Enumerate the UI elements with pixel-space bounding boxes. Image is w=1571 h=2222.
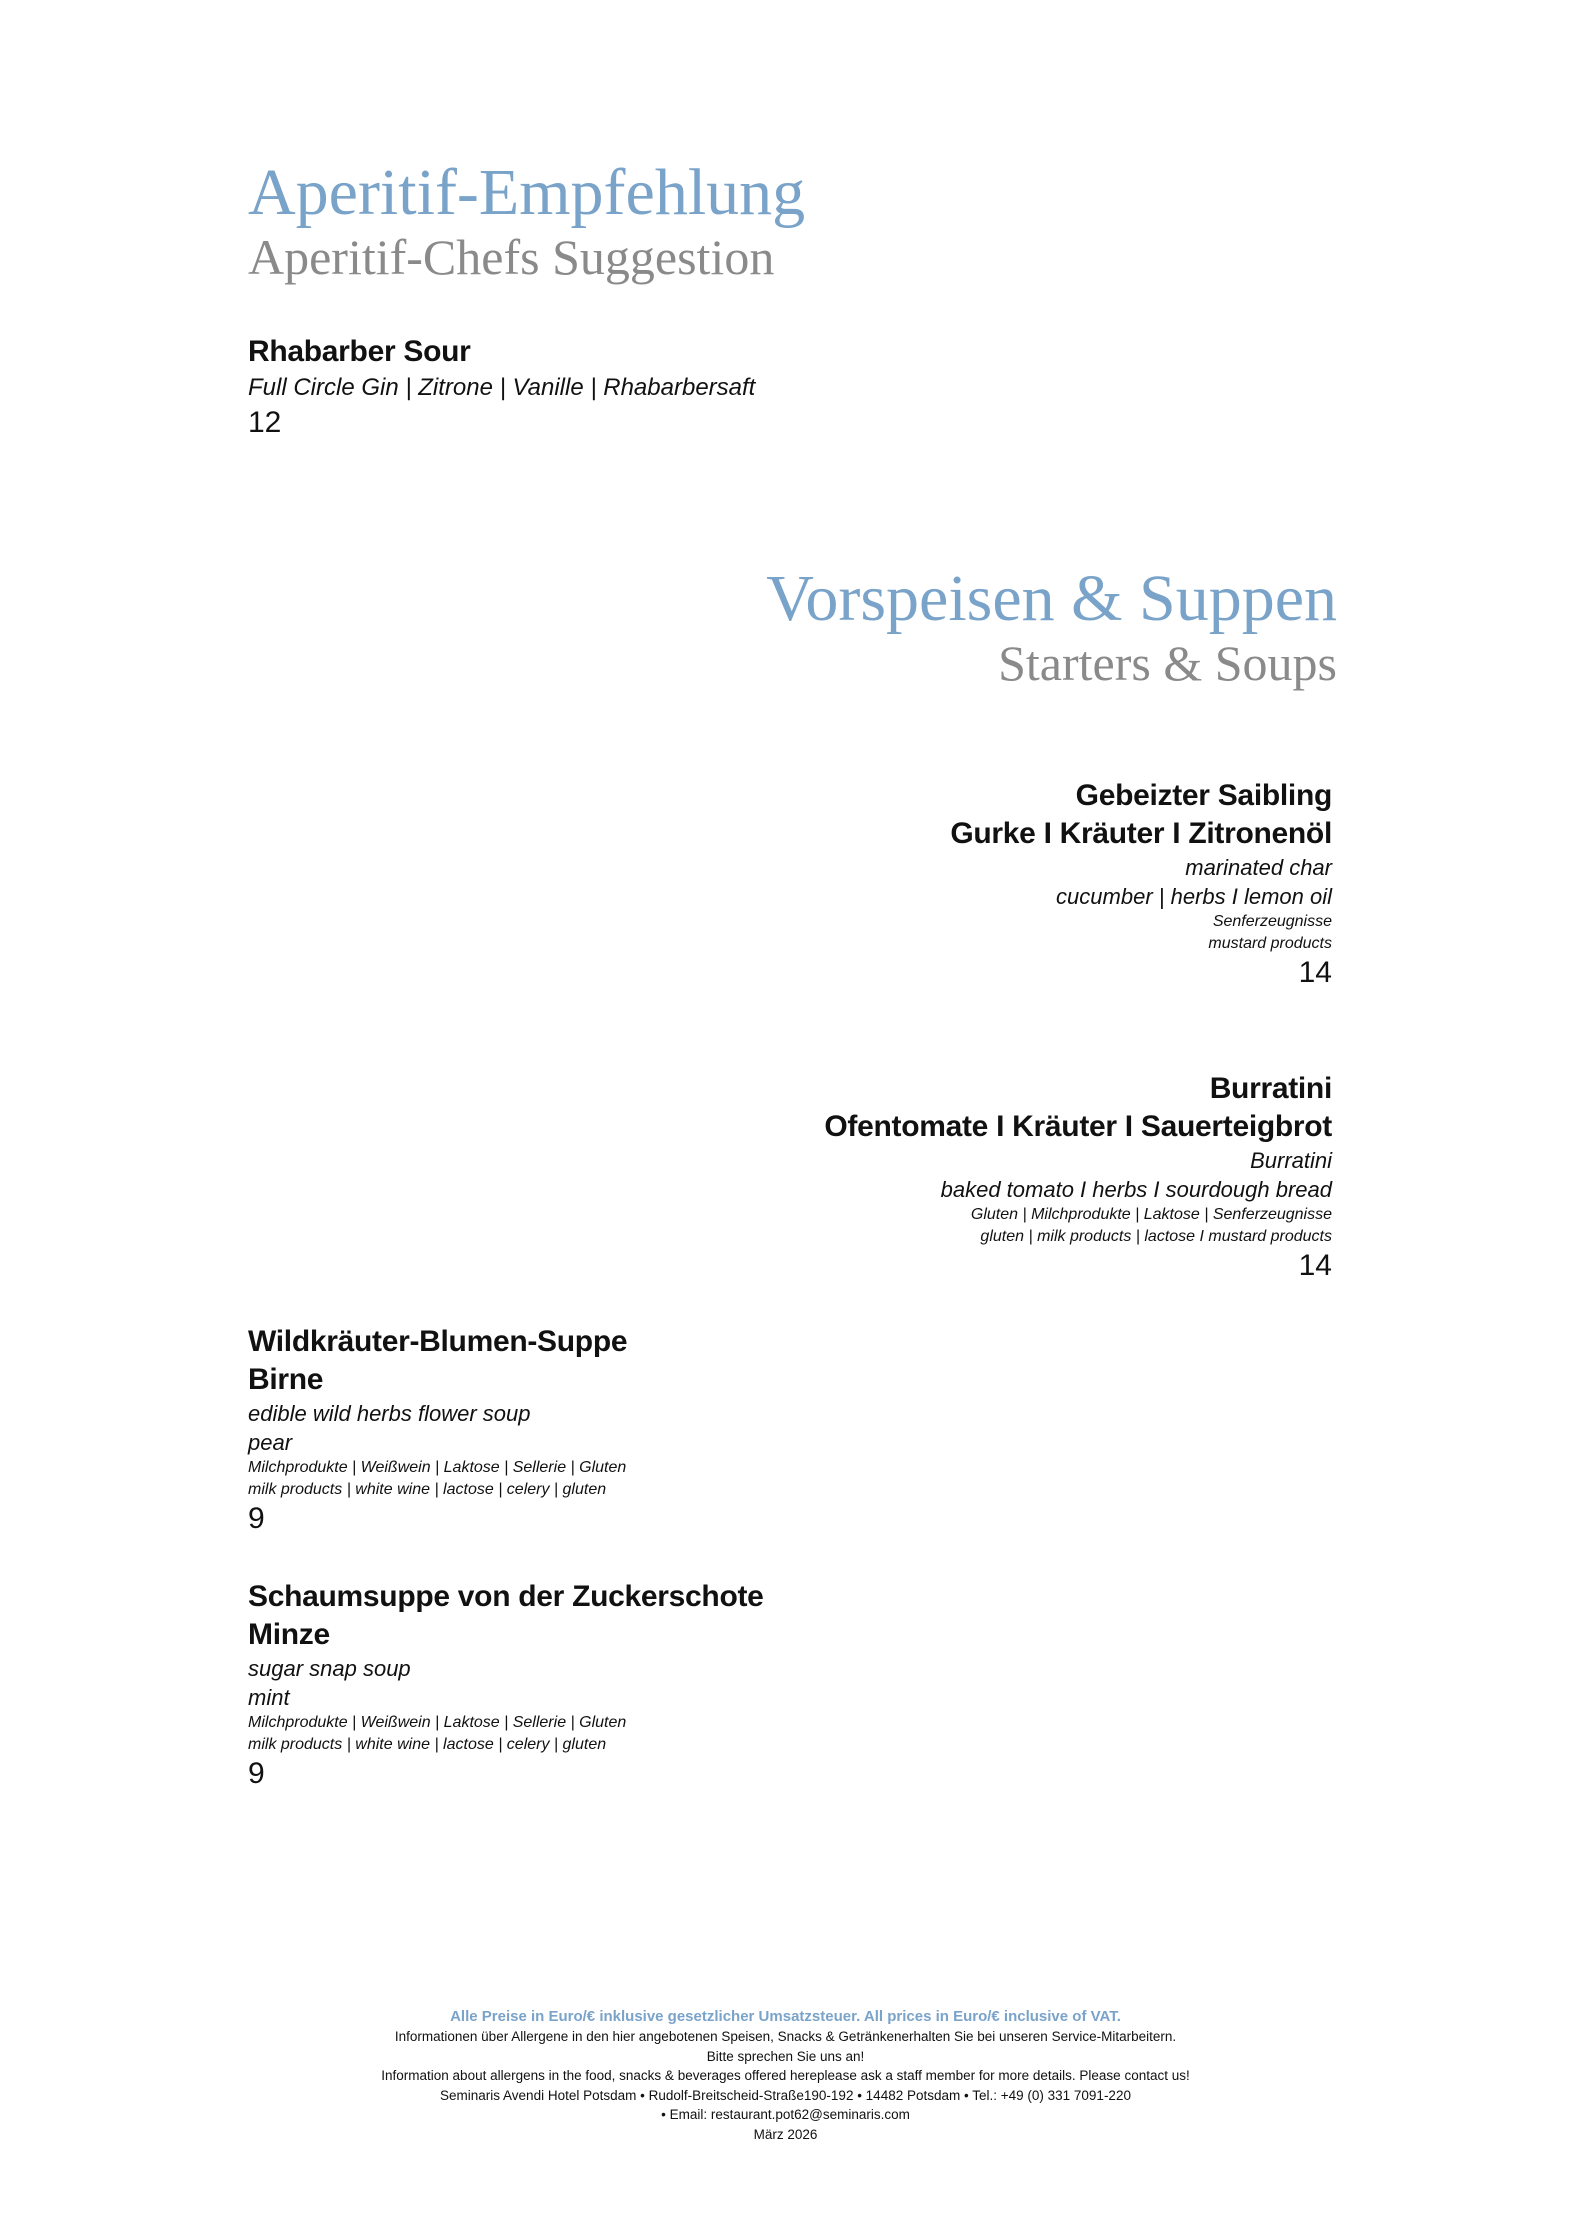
dish-burratini — [824, 1070, 1332, 1284]
dish-price: 9 — [248, 1502, 265, 1535]
aperitif-title: Aperitif-Empfehlung — [248, 156, 806, 229]
dish-allergens-en: milk products | white wine | lactose | celery | gluten — [248, 1481, 607, 1498]
dish-gebeizter-saibling — [950, 777, 1332, 991]
starters-subtitle: Starters & Soups — [998, 635, 1337, 691]
aperitif-subtitle: Aperitif-Chefs Suggestion — [248, 229, 775, 285]
footer-vat-note: Alle Preise in Euro/€ inklusive gesetzlicher Umsatzsteuer. All prices in Euro/€ inclusive of VAT. — [450, 2008, 1121, 2025]
dish-en-name: Burratini — [1250, 1148, 1332, 1173]
dish-en-detail: baked tomato I herbs I sourdough bread — [940, 1177, 1332, 1202]
dish-name: Wildkräuter-Blumen-Suppe — [248, 1325, 628, 1358]
aperitif-heading — [248, 156, 806, 285]
dish-name-detail: Ofentomate I Kräuter I Sauerteigbrot — [824, 1110, 1332, 1143]
dish-price: 9 — [248, 1757, 265, 1790]
dish-allergens-de: Senferzeugnisse — [1212, 913, 1332, 930]
footer-allergen-info-de: Informationen über Allergene in den hier angebotenen Speisen, Snacks & Getränkenerhalten Sie bei unseren Service-Mitarbeitern. — [394, 2029, 1177, 2044]
footer-address: Seminaris Avendi Hotel Potsdam • Rudolf-Breitscheid-Straße190-192 • 14482 Potsdam • Tel.: +49 (0) 331 7091-220 — [440, 2087, 1131, 2103]
footer-date: März 2026 — [753, 2126, 818, 2142]
footer-email: • Email: restaurant.pot62@seminaris.com — [661, 2107, 910, 2122]
dish-name: Gebeizter Saibling — [1075, 779, 1332, 812]
dish-en-name: sugar snap soup — [248, 1656, 411, 1681]
footer-contact-request: Bitte sprechen Sie uns an! — [706, 2048, 865, 2064]
dish-allergens-en: gluten | milk products | lactose I mustard products — [980, 1228, 1332, 1245]
footer-allergen-info-en: Information about allergens in the food, snacks & beverages offered hereplease ask a staff member for more details. Please contact us! — [381, 2068, 1190, 2083]
page-footer — [0, 2006, 1571, 2144]
dish-schaumsuppe — [248, 1578, 764, 1792]
dish-description: Full Circle Gin | Zitrone | Vanille | Rhabarbersaft — [248, 374, 756, 401]
dish-price: 14 — [1298, 956, 1332, 989]
dish-en-name: edible wild herbs flower soup — [248, 1401, 531, 1426]
dish-en-detail: pear — [248, 1430, 293, 1455]
dish-en-detail: mint — [248, 1685, 290, 1710]
dish-name-detail: Gurke I Kräuter I Zitronenöl — [950, 817, 1332, 850]
dish-allergens-de: Milchprodukte | Weißwein | Laktose | Sellerie | Gluten — [248, 1459, 627, 1476]
starters-heading — [766, 562, 1337, 691]
dish-price: 14 — [1298, 1249, 1332, 1282]
dish-allergens-en: mustard products — [1208, 935, 1332, 952]
dish-en-name: marinated char — [1185, 855, 1332, 880]
starters-title: Vorspeisen & Suppen — [766, 562, 1337, 635]
dish-wildkraeuter-suppe — [248, 1323, 627, 1537]
dish-price: 12 — [248, 406, 282, 439]
aperitif-dish — [248, 333, 755, 441]
dish-name: Burratini — [1209, 1072, 1332, 1105]
dish-name: Rhabarber Sour — [248, 335, 471, 368]
dish-allergens-de: Gluten | Milchprodukte | Laktose | Senferzeugnisse — [970, 1206, 1332, 1223]
dish-en-detail: cucumber | herbs I lemon oil — [1056, 884, 1332, 909]
dish-name-detail: Minze — [248, 1618, 330, 1651]
dish-name: Schaumsuppe von der Zuckerschote — [248, 1580, 764, 1613]
dish-name-detail: Birne — [248, 1363, 324, 1396]
dish-allergens-en: milk products | white wine | lactose | celery | gluten — [248, 1736, 607, 1753]
dish-allergens-de: Milchprodukte | Weißwein | Laktose | Sellerie | Gluten — [248, 1714, 627, 1731]
